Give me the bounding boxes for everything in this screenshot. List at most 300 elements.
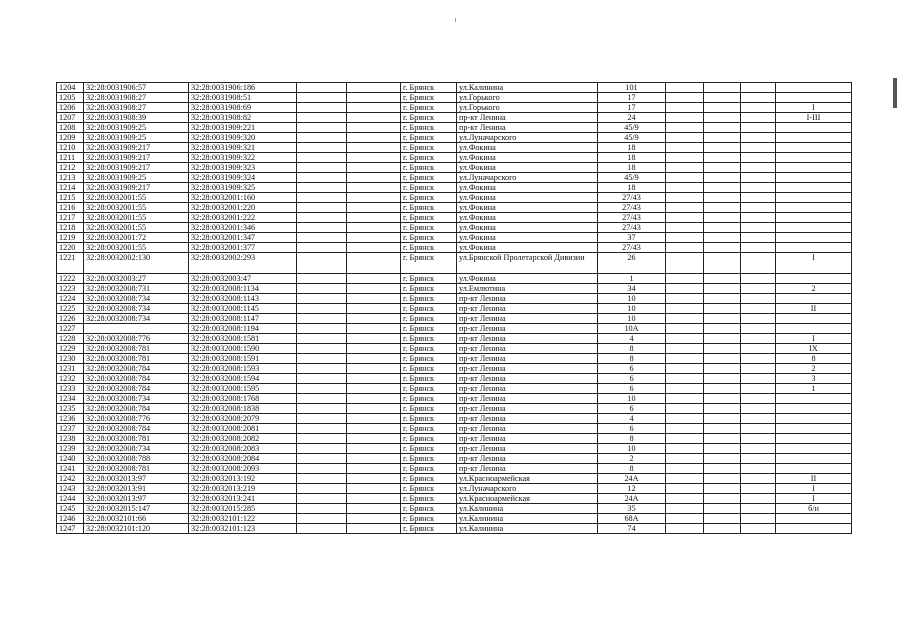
cell-city: г. Брянск: [401, 193, 457, 203]
table-row: [57, 464, 852, 474]
cell-number: 1214: [57, 183, 84, 193]
cell-parent-cadastral-number: 32:28:0032008:776: [84, 414, 189, 424]
cell-empty: [666, 294, 704, 304]
cell-street: пр-кт Ленина: [457, 374, 598, 384]
cell-empty: [704, 213, 741, 223]
cell-city: г. Брянск: [401, 334, 457, 344]
cell-city: г. Брянск: [401, 294, 457, 304]
cell-empty: [347, 384, 401, 394]
cell-premises: [776, 394, 852, 404]
cell-parent-cadastral-number: 32:28:0032008:784: [84, 364, 189, 374]
cell-empty: [704, 444, 741, 454]
cell-empty: [704, 304, 741, 314]
cell-city: г. Брянск: [401, 143, 457, 153]
cell-empty: [347, 83, 401, 93]
cell-cadastral-number: 32:28:0032008:2079: [189, 414, 297, 424]
cell-premises: II: [776, 474, 852, 484]
cell-empty: [297, 284, 347, 294]
cell-city: г. Брянск: [401, 113, 457, 123]
cell-empty: [666, 173, 704, 183]
table-row: [57, 334, 852, 344]
cell-empty: [704, 454, 741, 464]
cell-number: 1220: [57, 243, 84, 253]
cell-empty: [704, 504, 741, 514]
cell-empty: [741, 284, 776, 294]
cell-empty: [704, 464, 741, 474]
cell-parent-cadastral-number: 32:28:0032013:97: [84, 474, 189, 484]
cell-city: г. Брянск: [401, 123, 457, 133]
cell-empty: [704, 193, 741, 203]
cell-empty: [347, 304, 401, 314]
cell-empty: [741, 123, 776, 133]
cell-empty: [704, 524, 741, 534]
cell-parent-cadastral-number: 32:28:0032001:55: [84, 243, 189, 253]
cell-city: г. Брянск: [401, 213, 457, 223]
cell-empty: [704, 163, 741, 173]
cell-premises: [776, 324, 852, 334]
cell-empty: [297, 444, 347, 454]
table-row: [57, 284, 852, 294]
cell-number: 1234: [57, 394, 84, 404]
cell-parent-cadastral-number: 32:28:0032008:784: [84, 384, 189, 394]
cell-empty: [666, 434, 704, 444]
cell-house: 6: [598, 364, 666, 374]
cell-premises: [776, 193, 852, 203]
cell-city: г. Брянск: [401, 183, 457, 193]
cell-street: пр-кт Ленина: [457, 123, 598, 133]
cell-premises: [776, 153, 852, 163]
cell-empty: [297, 163, 347, 173]
table-row: [57, 143, 852, 153]
cell-parent-cadastral-number: 32:28:0032008:734: [84, 444, 189, 454]
cell-number: 1209: [57, 133, 84, 143]
cell-parent-cadastral-number: 32:28:0031909:25: [84, 173, 189, 183]
cell-city: г. Брянск: [401, 233, 457, 243]
cell-empty: [666, 213, 704, 223]
cell-empty: [347, 434, 401, 444]
cell-street: ул.Калинина: [457, 83, 598, 93]
cell-premises: [776, 314, 852, 324]
cell-city: г. Брянск: [401, 374, 457, 384]
cell-cadastral-number: 32:28:0032001:160: [189, 193, 297, 203]
cell-street: ул.Фокина: [457, 183, 598, 193]
cell-premises: [776, 173, 852, 183]
cell-house: 8: [598, 464, 666, 474]
cell-house: 45/9: [598, 133, 666, 143]
cell-street: ул.Фокина: [457, 203, 598, 213]
cell-city: г. Брянск: [401, 223, 457, 233]
cell-parent-cadastral-number: 32:28:0031909:217: [84, 183, 189, 193]
cell-empty: [666, 334, 704, 344]
cell-parent-cadastral-number: [84, 324, 189, 334]
cell-cadastral-number: 32:28:0032008:1581: [189, 334, 297, 344]
cell-house: 2: [598, 454, 666, 464]
cell-empty: [297, 294, 347, 304]
cell-empty: [297, 93, 347, 103]
cell-premises: II: [776, 304, 852, 314]
cell-house: 4: [598, 414, 666, 424]
cell-cadastral-number: 32:28:0032013:241: [189, 494, 297, 504]
cell-house: 101: [598, 83, 666, 93]
cell-empty: [297, 404, 347, 414]
cell-empty: [297, 484, 347, 494]
table-row: [57, 344, 852, 354]
cell-empty: [666, 474, 704, 484]
cell-number: 1230: [57, 354, 84, 364]
cell-street: ул.Фокина: [457, 213, 598, 223]
cell-empty: [704, 424, 741, 434]
cell-parent-cadastral-number: 32:28:0032008:776: [84, 334, 189, 344]
cell-parent-cadastral-number: 32:28:0031909:25: [84, 133, 189, 143]
cell-empty: [704, 253, 741, 274]
cell-premises: [776, 93, 852, 103]
cell-city: г. Брянск: [401, 93, 457, 103]
cell-cadastral-number: 32:28:0032008:1145: [189, 304, 297, 314]
cell-empty: [666, 484, 704, 494]
cell-city: г. Брянск: [401, 153, 457, 163]
table-row: [57, 243, 852, 253]
cell-empty: [704, 123, 741, 133]
cell-empty: [347, 153, 401, 163]
cell-empty: [297, 454, 347, 464]
cell-cadastral-number: 32:28:0031908:82: [189, 113, 297, 123]
cell-empty: [666, 424, 704, 434]
cell-street: ул.Красноармейская: [457, 474, 598, 484]
cell-empty: [297, 374, 347, 384]
cell-empty: [347, 334, 401, 344]
cell-empty: [741, 344, 776, 354]
cell-cadastral-number: 32:28:0032008:1143: [189, 294, 297, 304]
cell-parent-cadastral-number: 32:28:0032008:734: [84, 314, 189, 324]
table-row: [57, 183, 852, 193]
cell-number: 1212: [57, 163, 84, 173]
cell-street: ул.Горького: [457, 93, 598, 103]
cell-empty: [297, 304, 347, 314]
cell-empty: [347, 474, 401, 484]
cell-empty: [704, 93, 741, 103]
cell-street: пр-кт Ленина: [457, 344, 598, 354]
table-row: [57, 253, 852, 274]
cell-parent-cadastral-number: 32:28:0032008:781: [84, 434, 189, 444]
cell-empty: [297, 314, 347, 324]
cell-cadastral-number: 32:28:0032002:293: [189, 253, 297, 274]
cell-empty: [741, 424, 776, 434]
cell-house: 10: [598, 394, 666, 404]
cell-premises: [776, 183, 852, 193]
cell-parent-cadastral-number: 32:28:0031906:57: [84, 83, 189, 93]
cell-city: г. Брянск: [401, 414, 457, 424]
cell-number: 1223: [57, 284, 84, 294]
cell-cadastral-number: 32:28:0032008:1768: [189, 394, 297, 404]
cell-empty: [297, 274, 347, 284]
cell-house: 10А: [598, 324, 666, 334]
cell-number: 1219: [57, 233, 84, 243]
cell-empty: [704, 334, 741, 344]
table-row: [57, 103, 852, 113]
cell-cadastral-number: 32:28:0032001:220: [189, 203, 297, 213]
cell-empty: [741, 193, 776, 203]
cell-number: 1222: [57, 274, 84, 284]
cell-empty: [704, 233, 741, 243]
cell-parent-cadastral-number: 32:28:0032013:97: [84, 494, 189, 504]
cell-house: 12: [598, 484, 666, 494]
cell-cadastral-number: 32:28:0032008:2083: [189, 444, 297, 454]
cell-parent-cadastral-number: 32:28:0032101:120: [84, 524, 189, 534]
cell-premises: [776, 454, 852, 464]
cell-city: г. Брянск: [401, 524, 457, 534]
cell-premises: [776, 294, 852, 304]
cell-empty: [704, 133, 741, 143]
cell-empty: [347, 93, 401, 103]
table-row: [57, 193, 852, 203]
cell-empty: [297, 424, 347, 434]
cell-house: 18: [598, 143, 666, 153]
table-row: [57, 354, 852, 364]
cell-premises: [776, 274, 852, 284]
cell-empty: [666, 304, 704, 314]
cell-number: 1211: [57, 153, 84, 163]
table-row: [57, 404, 852, 414]
cell-parent-cadastral-number: 32:28:0032001:55: [84, 193, 189, 203]
cell-empty: [347, 103, 401, 113]
table-row: [57, 444, 852, 454]
cell-empty: [347, 484, 401, 494]
cell-empty: [741, 243, 776, 253]
cell-empty: [704, 384, 741, 394]
cell-house: 26: [598, 253, 666, 274]
cell-empty: [704, 203, 741, 213]
cell-street: пр-кт Ленина: [457, 444, 598, 454]
cell-house: 6: [598, 404, 666, 414]
cell-empty: [666, 324, 704, 334]
cell-empty: [666, 143, 704, 153]
cell-empty: [704, 294, 741, 304]
cell-empty: [297, 183, 347, 193]
cell-parent-cadastral-number: 32:28:0032001:72: [84, 233, 189, 243]
cell-city: г. Брянск: [401, 274, 457, 284]
cell-empty: [704, 143, 741, 153]
cell-empty: [666, 113, 704, 123]
cell-empty: [347, 294, 401, 304]
cell-parent-cadastral-number: 32:28:0032008:784: [84, 424, 189, 434]
cell-premises: [776, 464, 852, 474]
cell-number: 1243: [57, 484, 84, 494]
cell-empty: [741, 434, 776, 444]
cell-empty: [666, 203, 704, 213]
table-row: [57, 314, 852, 324]
cell-empty: [741, 504, 776, 514]
cell-premises: 1: [776, 384, 852, 394]
cell-cadastral-number: 32:28:0032013:192: [189, 474, 297, 484]
cell-house: 68А: [598, 514, 666, 524]
cell-cadastral-number: 32:28:0032001:377: [189, 243, 297, 253]
cell-number: 1245: [57, 504, 84, 514]
cell-empty: [297, 414, 347, 424]
cell-number: 1213: [57, 173, 84, 183]
cell-street: пр-кт Ленина: [457, 324, 598, 334]
cell-empty: [741, 444, 776, 454]
cell-empty: [347, 173, 401, 183]
cell-empty: [297, 83, 347, 93]
cell-street: ул.Фокина: [457, 163, 598, 173]
cell-empty: [347, 183, 401, 193]
cell-street: пр-кт Ленина: [457, 334, 598, 344]
cell-street: ул.Фокина: [457, 243, 598, 253]
cell-empty: [704, 284, 741, 294]
cell-street: ул.Калинина: [457, 504, 598, 514]
cell-street: пр-кт Ленина: [457, 404, 598, 414]
cell-cadastral-number: 32:28:0031909:323: [189, 163, 297, 173]
cell-house: 10: [598, 304, 666, 314]
cell-empty: [704, 113, 741, 123]
cell-parent-cadastral-number: 32:28:0032008:784: [84, 404, 189, 414]
cell-premises: [776, 123, 852, 133]
cell-empty: [741, 133, 776, 143]
cell-number: 1218: [57, 223, 84, 233]
cell-empty: [741, 113, 776, 123]
cell-empty: [741, 213, 776, 223]
table-row: [57, 504, 852, 514]
cell-street: пр-кт Ленина: [457, 364, 598, 374]
cell-empty: [741, 274, 776, 284]
cell-street: пр-кт Ленина: [457, 304, 598, 314]
cell-city: г. Брянск: [401, 454, 457, 464]
cell-empty: [347, 123, 401, 133]
cell-city: г. Брянск: [401, 364, 457, 374]
cell-city: г. Брянск: [401, 173, 457, 183]
cell-cadastral-number: 32:28:0032001:346: [189, 223, 297, 233]
cell-empty: [741, 93, 776, 103]
cell-empty: [741, 484, 776, 494]
cell-empty: [741, 524, 776, 534]
table-row: [57, 484, 852, 494]
cell-number: 1215: [57, 193, 84, 203]
cell-street: ул.Фокина: [457, 153, 598, 163]
cell-parent-cadastral-number: 32:28:0032002:130: [84, 253, 189, 274]
cell-premises: [776, 514, 852, 524]
cell-premises: [776, 213, 852, 223]
cell-city: г. Брянск: [401, 284, 457, 294]
cell-street: ул.Фокина: [457, 193, 598, 203]
cell-house: 45/9: [598, 173, 666, 183]
cell-cadastral-number: 32:28:0032008:1594: [189, 374, 297, 384]
cell-parent-cadastral-number: 32:28:0031908:39: [84, 113, 189, 123]
cell-city: г. Брянск: [401, 344, 457, 354]
cell-cadastral-number: 32:28:0032008:1595: [189, 384, 297, 394]
cell-empty: [347, 444, 401, 454]
cell-empty: [347, 354, 401, 364]
table-row: [57, 514, 852, 524]
cell-premises: [776, 414, 852, 424]
cell-city: г. Брянск: [401, 394, 457, 404]
cell-empty: [297, 364, 347, 374]
table-row: [57, 133, 852, 143]
cell-empty: [347, 203, 401, 213]
cell-number: 1235: [57, 404, 84, 414]
cell-empty: [741, 354, 776, 364]
cell-empty: [297, 394, 347, 404]
cell-empty: [347, 424, 401, 434]
scan-mark: [455, 18, 456, 22]
cell-empty: [666, 284, 704, 294]
cell-street: пр-кт Ленина: [457, 424, 598, 434]
cell-cadastral-number: 32:28:0031906:186: [189, 83, 297, 93]
cell-number: 1225: [57, 304, 84, 314]
cell-empty: [666, 133, 704, 143]
cell-empty: [741, 253, 776, 274]
cell-house: 45/9: [598, 123, 666, 133]
cell-empty: [741, 494, 776, 504]
cell-cadastral-number: 32:28:0032008:2084: [189, 454, 297, 464]
cell-empty: [704, 364, 741, 374]
cell-parent-cadastral-number: 32:28:0032008:788: [84, 454, 189, 464]
cell-parent-cadastral-number: 32:28:0032008:781: [84, 344, 189, 354]
cell-city: г. Брянск: [401, 314, 457, 324]
table-row: [57, 304, 852, 314]
cell-empty: [704, 354, 741, 364]
cell-empty: [704, 414, 741, 424]
cell-empty: [297, 233, 347, 243]
table-row: [57, 113, 852, 123]
cell-number: 1232: [57, 374, 84, 384]
cell-empty: [297, 143, 347, 153]
cell-city: г. Брянск: [401, 474, 457, 484]
cell-empty: [297, 334, 347, 344]
cell-empty: [297, 514, 347, 524]
cell-empty: [704, 243, 741, 253]
cell-number: 1229: [57, 344, 84, 354]
cell-empty: [297, 253, 347, 274]
cell-house: 17: [598, 93, 666, 103]
cell-house: 37: [598, 233, 666, 243]
cell-house: 10: [598, 314, 666, 324]
cell-city: г. Брянск: [401, 83, 457, 93]
cell-empty: [347, 494, 401, 504]
cell-empty: [347, 504, 401, 514]
cell-empty: [704, 324, 741, 334]
cell-empty: [741, 384, 776, 394]
cell-number: 1241: [57, 464, 84, 474]
cell-parent-cadastral-number: 32:28:0031909:217: [84, 153, 189, 163]
cell-city: г. Брянск: [401, 434, 457, 444]
cell-premises: [776, 444, 852, 454]
cell-empty: [347, 193, 401, 203]
cell-number: 1237: [57, 424, 84, 434]
cell-parent-cadastral-number: 32:28:0032015:147: [84, 504, 189, 514]
cell-house: 6: [598, 374, 666, 384]
cell-street: ул.Луначарского: [457, 133, 598, 143]
cell-parent-cadastral-number: 32:28:0032001:55: [84, 203, 189, 213]
cell-empty: [297, 344, 347, 354]
cell-house: 4: [598, 334, 666, 344]
cell-number: 1240: [57, 454, 84, 464]
cell-street: пр-кт Ленина: [457, 454, 598, 464]
cell-empty: [666, 123, 704, 133]
cell-cadastral-number: 32:28:0031909:325: [189, 183, 297, 193]
cell-empty: [297, 504, 347, 514]
cell-cadastral-number: 32:28:0031909:322: [189, 153, 297, 163]
cell-street: пр-кт Ленина: [457, 434, 598, 444]
cell-empty: [741, 153, 776, 163]
cell-empty: [666, 494, 704, 504]
cell-cadastral-number: 32:28:0032008:2081: [189, 424, 297, 434]
cell-empty: [297, 524, 347, 534]
cell-parent-cadastral-number: 32:28:0032008:734: [84, 304, 189, 314]
cell-parent-cadastral-number: 32:28:0032008:734: [84, 394, 189, 404]
cell-empty: [347, 233, 401, 243]
cell-empty: [704, 514, 741, 524]
cell-empty: [297, 193, 347, 203]
